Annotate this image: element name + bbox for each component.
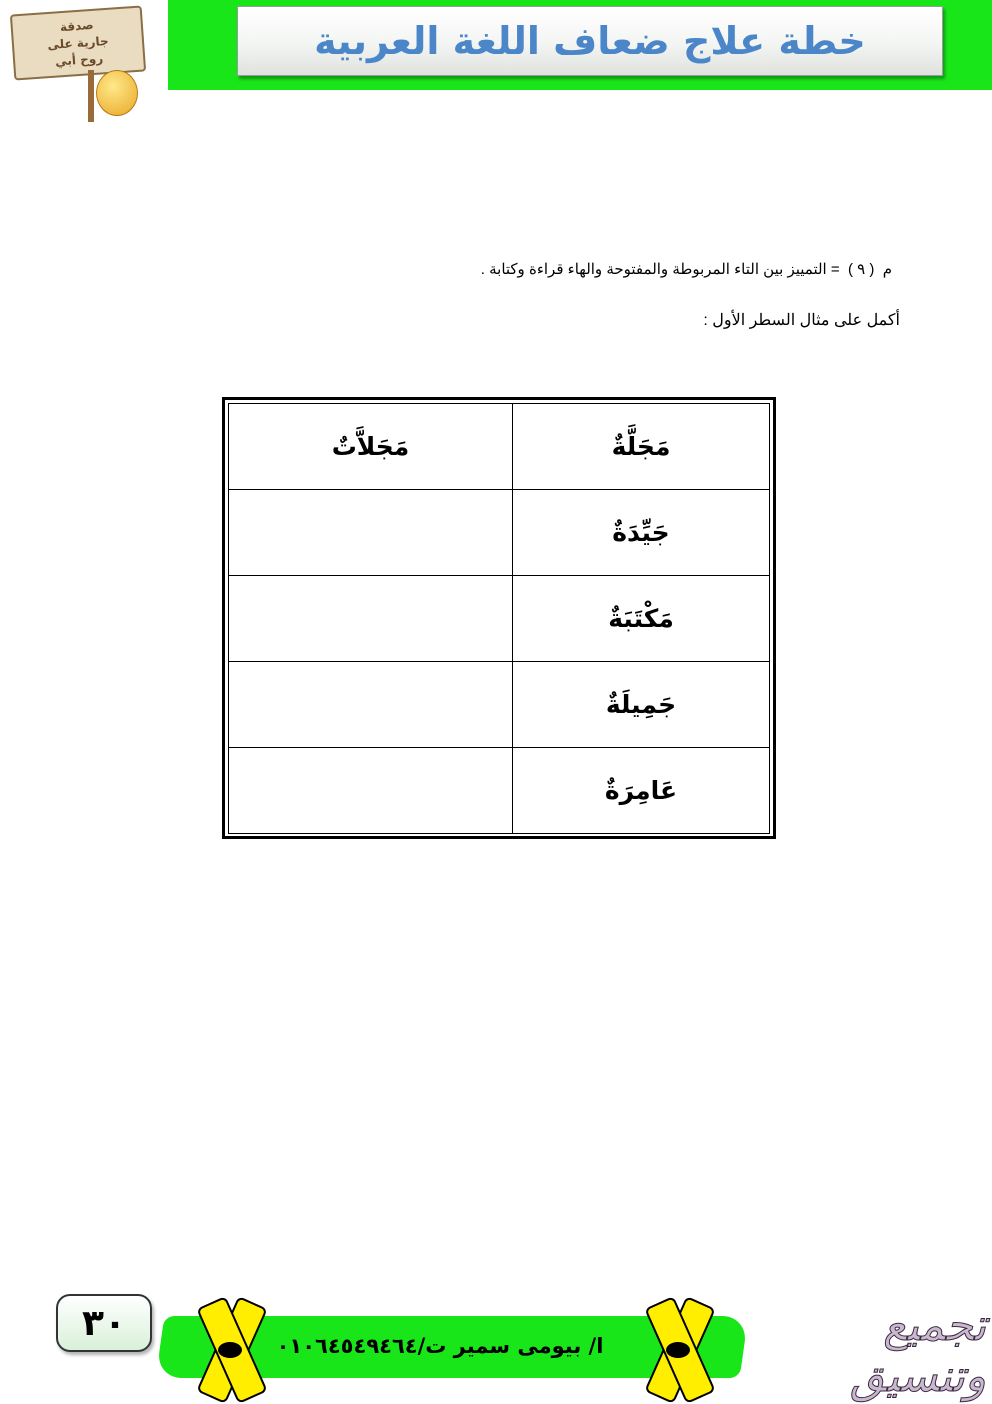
answer-cell[interactable]: مَجَلاَّتٌ <box>229 404 513 490</box>
sign-line-3: روح أبي <box>54 50 104 69</box>
sign-pole <box>88 70 94 122</box>
word-cell: جَيِّدَةٌ <box>513 490 770 576</box>
table-row <box>229 404 770 490</box>
table-row <box>229 748 770 834</box>
header-title-box <box>237 6 943 76</box>
mascot-sign-image <box>8 4 144 124</box>
words-table <box>228 403 770 834</box>
answer-cell[interactable] <box>229 662 513 748</box>
word-cell: مَجَلَّةٌ <box>513 404 770 490</box>
sign-line-2: جارية على <box>46 33 110 52</box>
table-row <box>229 576 770 662</box>
marker-cross-icon-right <box>638 1298 718 1398</box>
page-title: خطة علاج ضعاف اللغة العربية <box>314 19 866 63</box>
table-row <box>229 490 770 576</box>
page-number: ٣٠ <box>56 1294 152 1352</box>
exercise-table <box>222 397 776 839</box>
exercise-instruction: أكمل على مثال السطر الأول : <box>703 312 900 329</box>
answer-cell[interactable] <box>229 576 513 662</box>
author-contact: ا/ بيومى سمير ت/٠١٠٦٤٥٤٩٤٦٤ <box>276 1334 604 1358</box>
word-cell: عَامِرَةٌ <box>513 748 770 834</box>
compiled-by-signature: تجميع وتنسيق <box>850 1300 986 1402</box>
table-row <box>229 662 770 748</box>
marker-cross-icon-left <box>190 1298 270 1398</box>
exercise-objective: م ( ٩ ) = التمييز بين التاء المربوطة والمفتوحة والهاء قراءة وكتابة . <box>480 261 892 278</box>
wooden-sign <box>10 5 146 80</box>
mascot-character <box>96 70 138 116</box>
word-cell: مَكْتَبَةٌ <box>513 576 770 662</box>
sign-line-1: صدقة <box>59 17 95 34</box>
answer-cell[interactable] <box>229 748 513 834</box>
word-cell: جَمِيلَةٌ <box>513 662 770 748</box>
answer-cell[interactable] <box>229 490 513 576</box>
